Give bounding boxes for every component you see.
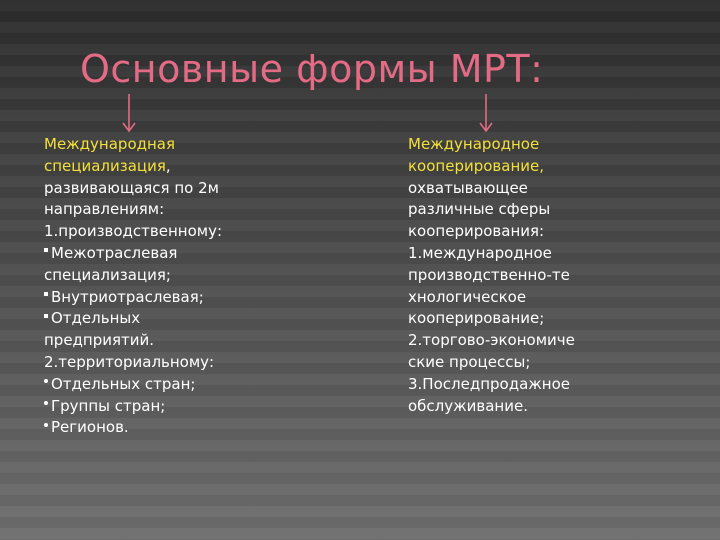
cooperation-text-line: хнологическое [408,287,527,306]
territorial-section-label: 2.территориальному: [44,352,215,371]
cooperation-text-line: обслуживание. [408,396,528,415]
specialization-heading-accent: специализация [44,156,166,175]
list-item-text: Отдельных [51,309,141,328]
list-item-text: Межотраслевая [51,243,178,262]
heading-comma: , [165,156,171,175]
cooperation-text-line: 3.Последпродажное [408,374,570,393]
cooperation-text-line: различные сферы [408,200,551,219]
list-item [44,243,304,265]
list-item [44,417,304,439]
specialization-column [44,134,304,439]
list-item-continuation: предприятий. [44,331,155,350]
square-bullet-icon [44,292,48,296]
list-item [44,374,304,396]
round-bullet-icon [44,401,48,405]
specialization-intro-line1: развивающаяся по 2м [44,178,219,197]
arrow-down-icon [478,94,494,134]
round-bullet-icon [44,423,48,427]
square-bullet-icon [44,248,48,252]
cooperation-column [408,134,668,417]
list-item [44,396,304,418]
list-item-text: Регионов. [51,418,129,437]
cooperation-text-line: охватывающее [408,178,528,197]
specialization-heading-line2 [44,156,304,178]
square-bullet-icon [44,314,48,318]
cooperation-text-line: ские процессы; [408,352,531,371]
cooperation-text-line: кооперирования: [408,222,545,241]
slide-title: Основные формы МРТ: [80,47,544,91]
round-bullet-icon [44,379,48,383]
cooperation-text-line: 1.международное [408,243,552,262]
production-section-label: 1.производственному: [44,222,223,241]
cooperation-heading: Международное [408,135,540,153]
arrow-down-icon [121,94,137,134]
list-item-continuation: специализация; [44,265,171,284]
list-item-text: Отдельных стран; [51,374,196,393]
list-item [44,287,304,309]
cooperation-text-line: 2.торгово-экономиче [408,331,575,350]
cooperation-heading-line2: кооперирование, [408,156,545,175]
cooperation-text-line: кооперирование; [408,309,545,328]
specialization-intro-line2: направлениям: [44,200,165,219]
list-item-text: Группы стран; [51,396,166,415]
cooperation-text-line: производственно-те [408,265,570,284]
list-item-text: Внутриотраслевая; [51,287,204,306]
specialization-heading: Международная [44,135,176,153]
list-item [44,308,304,330]
